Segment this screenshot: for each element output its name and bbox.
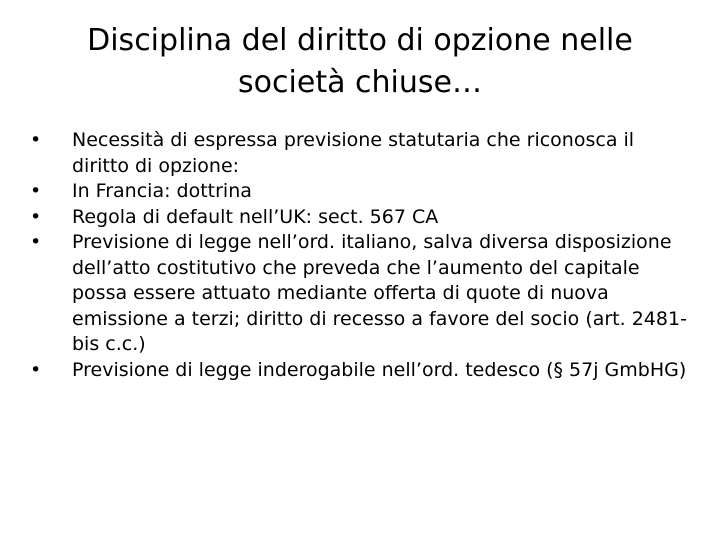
bullet-text: Regola di default nell’UK: sect. 567 CA — [72, 205, 439, 228]
bullet-marker: • — [30, 180, 42, 202]
bullet-marker: • — [30, 231, 42, 253]
bullet-item — [24, 128, 694, 179]
slide-title-line-2: società chiuse… — [238, 65, 482, 100]
bullet-item — [24, 205, 694, 231]
bullet-text: Previsione di legge inderogabile nell’ord. tedesco (§ 57j GmbHG) — [72, 358, 687, 381]
bullet-item — [24, 230, 694, 358]
bullet-item — [24, 358, 694, 384]
bullet-marker: • — [30, 129, 42, 151]
bullet-text: Necessità di espressa previsione statutaria che riconosca il diritto di opzione: — [72, 129, 635, 177]
slide-title — [20, 20, 700, 104]
slide-title-line-1: Disciplina del diritto di opzione nelle — [87, 23, 633, 58]
bullet-text: In Francia: dottrina — [72, 180, 252, 202]
bullet-item — [24, 179, 694, 205]
bullet-list — [24, 128, 694, 383]
bullet-text: Previsione di legge nell’ord. italiano, salva diversa disposizione dell’atto costitutivo che preveda che l’aumento del capitale possa essere attuato mediante offerta di quote di nuova emissione a terzi; diritto di recesso a favore del socio (art. 2481-bis c.c.) — [72, 231, 687, 355]
bullet-marker: • — [30, 358, 42, 381]
bullet-marker: • — [30, 205, 42, 228]
